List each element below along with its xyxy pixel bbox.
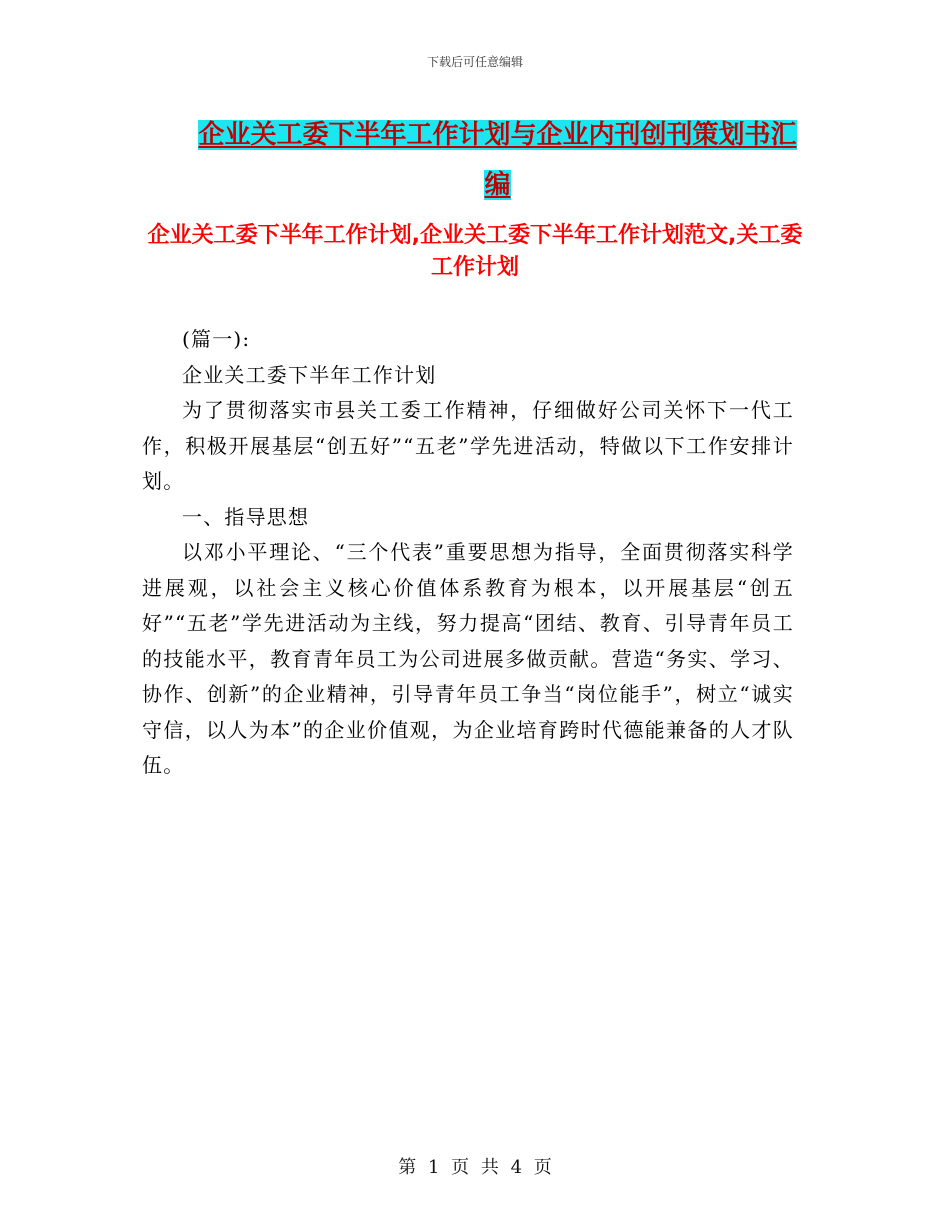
- document-subtitle: 企业关工委下半年工作计划,企业关工委下半年工作计划范文,关工委工作计划: [147, 223, 803, 280]
- document-title: [190, 110, 805, 210]
- header-note: 下载后可任意编辑: [426, 55, 523, 69]
- intro-paragraph: 为了贯彻落实市县关工委工作精神，仔细做好公司关怀下一代工作，积极开展基层“创五好”“五老”学先进活动，特做以下工作安排计划。: [142, 398, 794, 493]
- section-heading-guiding-ideology: 一、指导思想: [182, 504, 310, 529]
- guiding-ideology-paragraph: 以邓小平理论、“三个代表”重要思想为指导，全面贯彻落实科学进展观，以社会主义核心价值体系教育为根本，以开展基层“创五好”“五老”学先进活动为主线，努力提高“团结、教育、引导青年员工的技能水平，教育青年员工为公司进展多做贡献。营造“务实、学习、协作、创新”的企业精神，引导青年员工争当“岗位能手”，树立“诚实守信，以人为本”的企业价值观，为企业培育跨时代德能兼备的人才队伍。: [142, 540, 794, 777]
- document-body: [142, 322, 794, 784]
- document-title-text: 企业关工委下半年工作计划与企业内刊创刊策划书汇编: [198, 120, 797, 200]
- page-footer: 第 1 页 共 4 页: [398, 1157, 552, 1178]
- section-label: (篇一):: [182, 327, 251, 351]
- plan-heading: 企业关工委下半年工作计划: [182, 362, 437, 387]
